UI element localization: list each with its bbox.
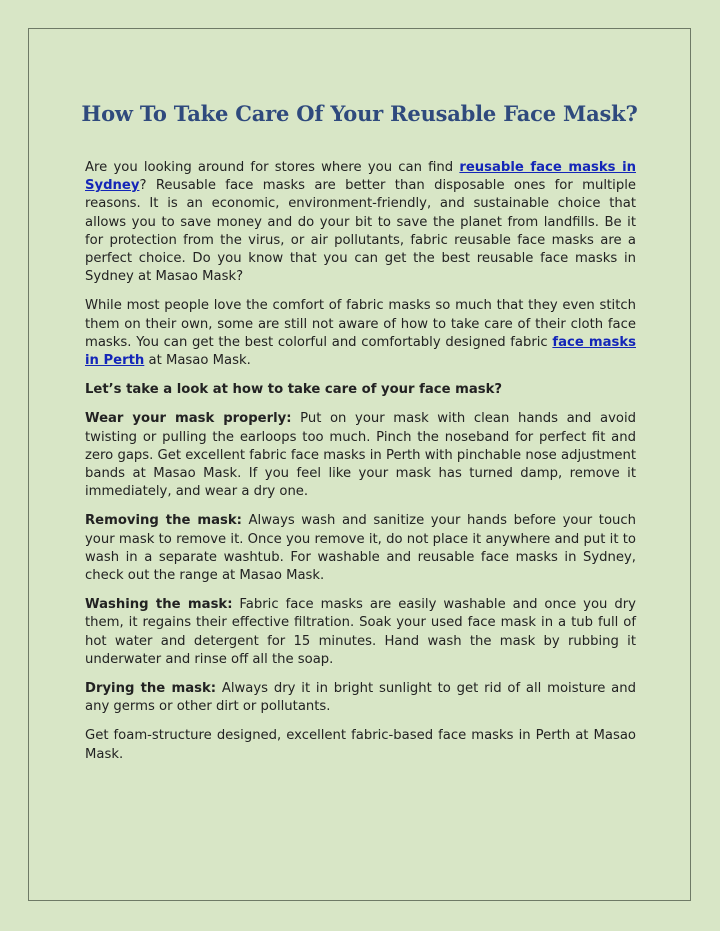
step-heading: Washing the mask: bbox=[85, 597, 233, 613]
article-body bbox=[85, 159, 636, 775]
step-heading: Removing the mask: bbox=[85, 513, 242, 529]
step-heading: Drying the mask: bbox=[85, 681, 216, 697]
paragraph-washing-mask bbox=[85, 596, 636, 669]
paragraph-text: While most people love the comfort of fabric masks so much that they even stitch them on their own, some are still not aware of how to take care of their cloth face masks. You can get the best colorful and comfortably designed fabric bbox=[85, 298, 636, 350]
paragraph-drying-mask bbox=[85, 680, 636, 716]
paragraph-text: ? Reusable face masks are better than disposable ones for multiple reasons. It is an economic, environment-friendly, and sustainable choice that allows you to save money and do your bit to save the planet from landfills. Be it for protection from the virus, or air pollutants, fabric reusable face masks are a perfect choice. Do you know that you can get the best reusable face masks in Sydney at Masao Mask? bbox=[85, 178, 636, 285]
paragraph-wear-mask bbox=[85, 410, 636, 501]
paragraph-text: Always dry it in bright sunlight to get rid of all moisture and any germs or other dirt or pollutants. bbox=[85, 681, 636, 715]
paragraph-text: at Masao Mask. bbox=[144, 353, 251, 369]
bold-text: Let’s take a look at how to take care of your face mask? bbox=[85, 382, 503, 398]
document-page bbox=[28, 28, 691, 901]
paragraph-text: Are you looking around for stores where you can find bbox=[85, 160, 460, 175]
paragraph-text: Always wash and sanitize your hands before your touch your mask to remove it. Once you remove it, do not place it anywhere and put it to wash in a separate washtub. For washable and reusable face masks in Sydney, check out the range at Masao Mask. bbox=[85, 513, 636, 584]
page-title: How To Take Care Of Your Reusable Face Mask? bbox=[81, 101, 638, 126]
paragraph-closing: Get foam-structure designed, excellent fabric-based face masks in Perth at Masao Mask. bbox=[85, 728, 636, 762]
paragraph-intro bbox=[85, 159, 636, 286]
paragraph-text: Put on your mask with clean hands and avoid twisting or pulling the earloops too much. Pinch the noseband for perfect fit and zero gaps. Get excellent fabric face masks in Perth with pinchable nose adjustment bands at Masao Mask. If you feel like your mask has turned damp, remove it immediately, and wear a dry one. bbox=[85, 411, 636, 500]
paragraph-removing-mask bbox=[85, 512, 636, 585]
paragraph-text: Fabric face masks are easily washable and once you dry them, it regains their effective filtration. Soak your used face mask in a tub full of hot water and detergent for 15 minutes. Hand wash the mask by rubbing it underwater and rinse off all the soap. bbox=[85, 597, 636, 667]
reusable-face-masks-sydney-link[interactable]: reusable face masks in Sydney bbox=[85, 160, 636, 194]
section-intro-heading bbox=[85, 381, 636, 399]
paragraph-fabric-masks bbox=[85, 297, 636, 370]
step-heading: Wear your mask properly: bbox=[85, 411, 292, 427]
face-masks-perth-link[interactable]: face masks in Perth bbox=[85, 334, 636, 369]
